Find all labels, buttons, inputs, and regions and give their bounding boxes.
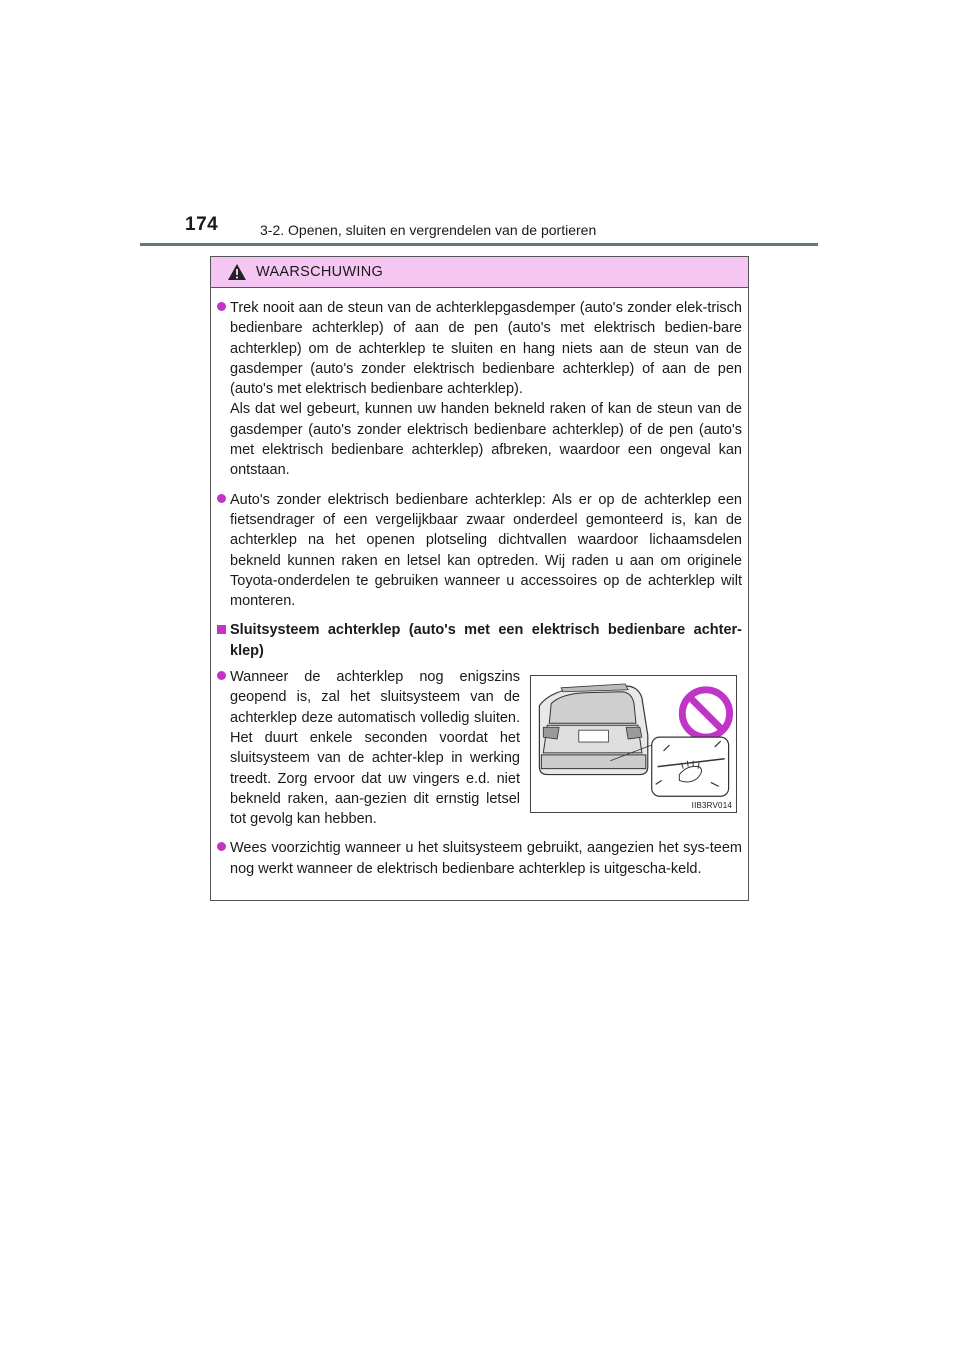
list-item	[217, 838, 742, 879]
paragraph: Trek nooit aan de steun van de achterklepgasdemper (auto's zonder elek-trisch bedienbare achterklep) of aan de pen (auto's met elektrisch bedien-bare achterklep) om de achterklep te sluiten en hang niets aan de steun van de gasdemper (auto's zonder elektrisch bedienbare achterklep) of aan de pen (auto's met elektrisch bedienbare achterklep).	[230, 300, 742, 398]
subsection-title: Sluitsysteem achterklep (auto's met een elektrisch bedienbare achter-klep)	[230, 622, 742, 659]
bullet-icon	[217, 302, 230, 481]
bullet-with-figure	[217, 667, 742, 838]
list-item	[217, 490, 742, 612]
car-tailgate-drawing	[531, 676, 736, 812]
paragraph: Als dat wel gebeurt, kunnen uw handen bekneld raken of kan de steun van de gasdemper (auto's zonder elektrisch bedienbare achterklep) of de pen (auto's met elektrisch bedienbare achterklep) afbreken, waardoor een ongeval kan ontstaan.	[230, 401, 742, 479]
warning-triangle-icon	[227, 263, 247, 281]
header-rule	[140, 243, 818, 246]
warning-box	[210, 256, 749, 901]
warning-body	[211, 288, 748, 879]
page-number: 174	[185, 214, 219, 235]
bullet-text	[230, 298, 742, 481]
square-bullet-icon	[217, 625, 230, 661]
bullet-icon	[217, 842, 230, 879]
bullet-icon	[217, 494, 230, 612]
list-item	[217, 667, 520, 829]
bullet-icon	[217, 671, 230, 829]
bullet-text: Wees voorzichtig wanneer u het sluitsysteem gebruikt, aangezien het sys-teem nog werkt wanneer de elektrisch bedienbare achterklep is uitgescha-keld.	[230, 840, 742, 877]
subsection-heading	[217, 620, 742, 661]
tailgate-illustration	[530, 675, 737, 813]
bullet-text: Auto's zonder elektrisch bedienbare achterklep: Als er op de achterklep een fietsendrager of een vergelijkbaar zwaar onderdeel gemonteerd is, kan de achterklep na het openen plotseling dichtvallen waardoor lichaamsdelen bekneld kunnen raken en letsel kan optreden. Wij raden u aan om originele Toyota-onderdelen te gebruiken wanneer u accessoires op de achterklep wilt monteren.	[230, 491, 742, 610]
bullet-text: Wanneer de achterklep nog enigszins geopend is, zal het sluitsysteem van de achterklep deze automatisch volledig sluiten. Het duurt enkele seconden voordat het sluitsysteem van de achter-klep in werking treedt. Zorg ervoor dat uw vingers e.d. niet bekneld raken, aan-gezien dit ernstig letsel tot gevolg kan hebben.	[230, 669, 520, 828]
warning-header	[211, 257, 748, 288]
list-item	[217, 298, 742, 481]
warning-title: WAARSCHUWING	[256, 264, 384, 280]
figure-code: IIB3RV014	[691, 801, 732, 811]
section-title: 3-2. Openen, sluiten en vergrendelen van de portieren	[260, 222, 597, 238]
